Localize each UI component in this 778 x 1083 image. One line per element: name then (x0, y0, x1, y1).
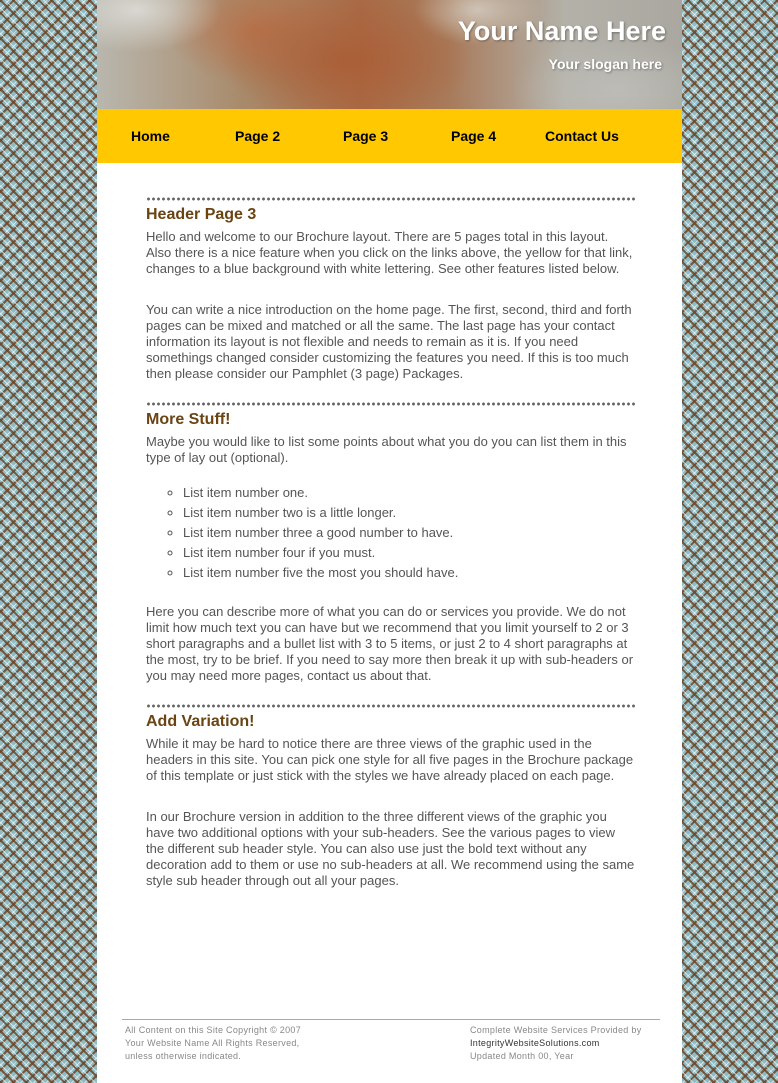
section-paragraph: Maybe you would like to list some points about what you do you can list them in this type of lay out (optional). (146, 434, 627, 465)
nav-page-2[interactable]: Page 2 (235, 128, 281, 144)
dotted-divider (146, 197, 636, 201)
main-nav (97, 109, 682, 163)
footer-credits (470, 1024, 642, 1063)
footer-copyright-line: All Content on this Site Copyright © 2007 (125, 1025, 302, 1035)
list-item: ◦ List item number one. (183, 483, 636, 503)
section-heading: Add Variation! (146, 713, 255, 730)
footer-copyright-line: unless otherwise indicated. (125, 1051, 242, 1061)
footer-credits-link[interactable]: IntegrityWebsiteSolutions.com (470, 1038, 600, 1048)
section-paragraph: While it may be hard to notice there are three views of the graphic used in the headers in this site. You can pick one style for all five pages in the Brochure package of this template or just stick with the styles we have already placed on each page. (146, 736, 634, 783)
section-paragraph: Hello and welcome to our Brochure layout. There are 5 pages total in this layout. Also there is a nice feature when you click on the links above, the yellow for that link, changes to a blue background with white lettering. See other features listed below. (146, 229, 633, 276)
nav-page-4[interactable]: Page 4 (451, 128, 497, 144)
nav-home[interactable]: Home (131, 128, 170, 144)
site-slogan: Your slogan here (548, 56, 662, 72)
footer-updated: Updated Month 00, Year (470, 1051, 574, 1061)
footer-divider (122, 1019, 660, 1020)
page-container (97, 0, 682, 1083)
footer-credits-line: Complete Website Services Provided by (470, 1025, 642, 1035)
section-heading: Header Page 3 (146, 206, 257, 223)
header-banner (97, 0, 682, 109)
nav-contact-us[interactable]: Contact Us (545, 128, 619, 144)
dotted-divider (146, 704, 636, 708)
section-paragraph: You can write a nice introduction on the home page. The first, second, third and forth pages can be mixed and matched or all the same. The last page has your contact information its layout is not flexible and needs to remain as it is. If you need somethings changed consider customizing the features you need. If this is too much then please consider our Pamphlet (3 page) Packages. (146, 302, 632, 381)
nav-page-3[interactable]: Page 3 (343, 128, 389, 144)
list-item: ◦ List item number five the most you should have. (183, 563, 636, 583)
main-content (146, 197, 636, 914)
dotted-divider (146, 402, 636, 406)
footer-copyright (125, 1024, 301, 1063)
section-paragraph: Here you can describe more of what you can do or services you provide. We do not limit how much text you can have but we recommend that you limit yourself to 2 or 3 short paragraphs and a bullet list with 3 to 5 items, or just 2 to 4 short paragraphs at the most, try to be brief. If you need to say more then break it up with sub-headers or you may need more pages, contact us about that. (146, 604, 634, 683)
bullet-list (146, 483, 636, 583)
footer-copyright-line: Your Website Name All Rights Reserved, (125, 1038, 300, 1048)
site-title: Your Name Here (457, 16, 666, 46)
list-item: ◦ List item number three a good number to have. (183, 523, 636, 543)
section-heading: More Stuff! (146, 411, 231, 428)
list-item: ◦ List item number two is a little longer. (183, 503, 636, 523)
list-item: ◦ List item number four if you must. (183, 543, 636, 563)
section-paragraph: In our Brochure version in addition to the three different views of the graphic you have two additional options with your sub-headers. See the various pages to view the different sub header style. You can also use just the bold text without any decoration add to them or use no sub-headers at all. We recommend using the same style sub header through out all your pages. (146, 809, 635, 888)
